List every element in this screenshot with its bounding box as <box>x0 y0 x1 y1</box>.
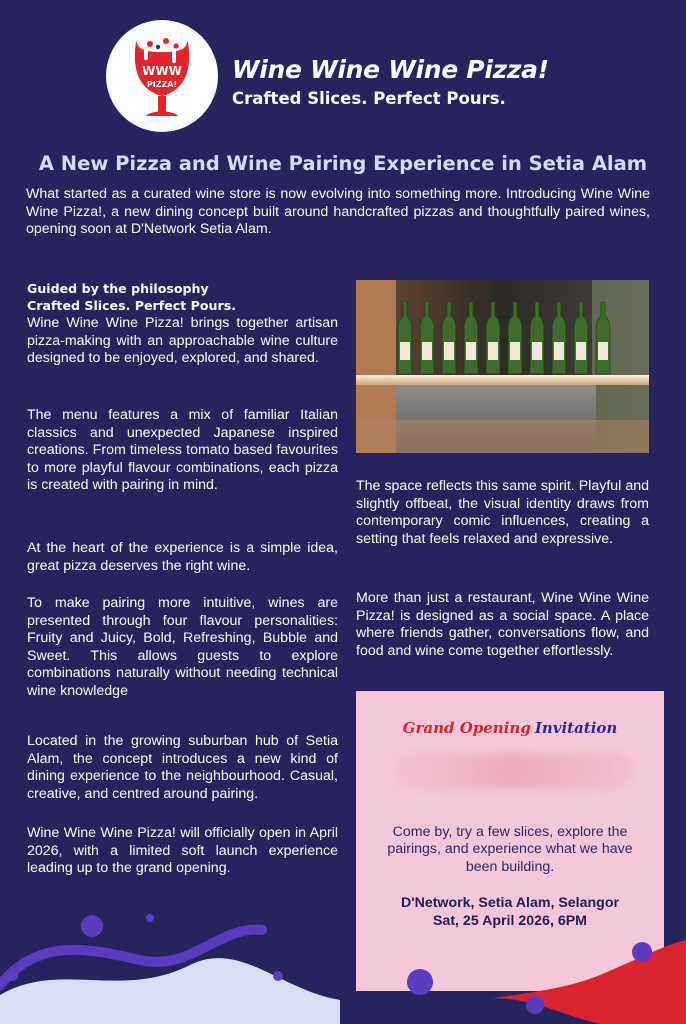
brand-name: Wine Wine Wine Pizza! <box>232 55 549 84</box>
paragraph-social: More than just a restaurant, Wine Wine Wine Pizza! is designed as a social space. A place where friends gather, conversations flow, and food and wine come together effortlessly. <box>356 590 649 659</box>
brand-tagline: Crafted Slices. Perfect Pours. <box>232 89 506 108</box>
philosophy-line: Guided by the philosophy <box>27 281 209 296</box>
paragraph-space: The space reflects this same spirit. Playful and slightly offbeat, the visual identity draws from contemporary comic influences, creating a setting that feels relaxed and expressive. <box>356 478 649 547</box>
paragraph-intro-concept: Wine Wine Wine Pizza! brings together artisan pizza-making with an approachable wine culture designed to be enjoyed, explored, and shared. <box>27 315 338 366</box>
invitation-title-word: Invitation <box>534 719 618 737</box>
invitation-title-grand: Grand Opening <box>402 719 531 737</box>
paragraph-menu: The menu features a mix of familiar Italian classics and unexpected Japanese inspired creations. From timeless tomato based favourites to more playful flavour combinations, each pizza is created with pairing in mind. <box>27 407 338 493</box>
purple-dot-large <box>81 915 103 937</box>
article-headline: A New Pizza and Wine Pairing Experience in Setia Alam <box>38 152 648 175</box>
invitation-datetime: Sat, 25 April 2026, 6PM <box>432 913 588 929</box>
purple-dot-tiny <box>146 914 154 922</box>
purple-dot-card-mid <box>526 996 544 1014</box>
blurred-area <box>392 753 632 789</box>
logo-text-top: WWW <box>142 64 182 78</box>
grand-opening-invitation-card <box>356 691 664 991</box>
photo-illustration <box>356 280 649 453</box>
invitation-body: Come by, try a few slices, explore the pairings, and experience what we have been building. <box>387 824 633 875</box>
wine-bottle-shelf-photo <box>356 280 649 453</box>
invitation-title <box>356 719 664 737</box>
paragraph-pairing: To make pairing more intuitive, wines are presented through four flavour personalities: Fruity and Juicy, Bold, Refreshing, Bubble and Sweet. This allows guests to explore combinations naturally without needing technical wine knowledge <box>27 595 338 699</box>
brand-logo <box>106 20 218 132</box>
logo-text-bottom: PIZZA! <box>146 80 178 89</box>
purple-dot-right <box>273 971 283 981</box>
purple-wave-line <box>0 930 262 985</box>
purple-dot-small <box>6 969 18 981</box>
intro-paragraph: What started as a curated wine store is now evolving into something more. Introducing Wine Wine Wine Pizza!, a new dining concept built around handcrafted pizzas and thoughtfully paired wines, opening soon at D'Network Setia Alam. <box>26 186 650 238</box>
navy-wave <box>356 997 600 1024</box>
paragraph-location: Located in the growing suburban hub of Setia Alam, the concept introduces a new kind of dining experience to the neighbourhood. Casual, creative, and centred around pairing. <box>27 733 338 802</box>
philosophy-block <box>27 280 338 314</box>
paragraph-opening: Wine Wine Wine Pizza! will officially open in April 2026, with a limited soft launch experience leading up to the grand opening. <box>27 825 338 876</box>
light-wave <box>0 958 340 1024</box>
paragraph-heart: At the heart of the experience is a simple idea, great pizza deserves the right wine. <box>27 540 338 574</box>
philosophy-tagline: Crafted Slices. Perfect Pours. <box>27 298 236 313</box>
invitation-location: D'Network, Setia Alam, Selangor <box>400 895 620 911</box>
wine-glass-pizza-logo-icon <box>106 20 218 132</box>
